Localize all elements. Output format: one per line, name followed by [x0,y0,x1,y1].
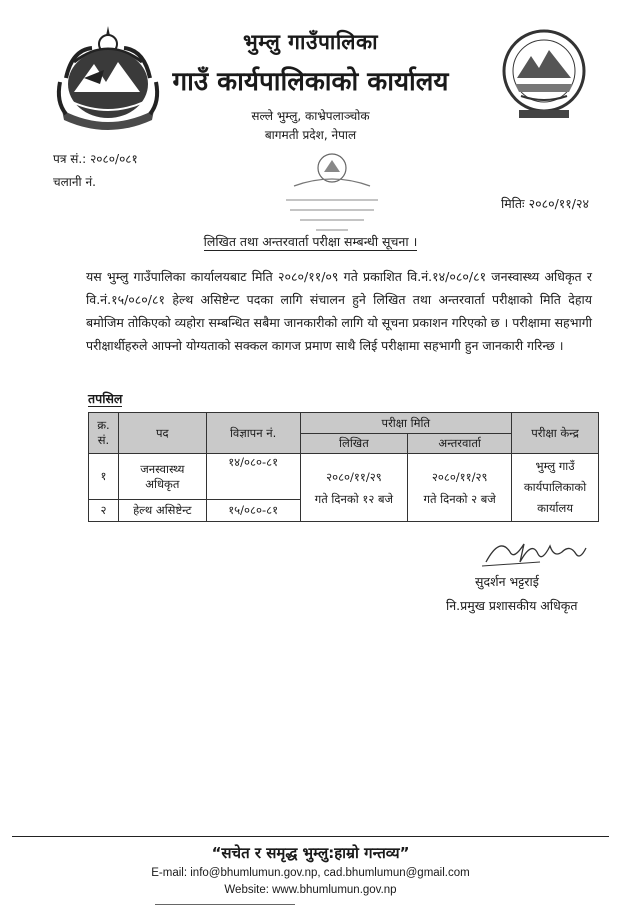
row-post: हेल्थ असिष्टेन्ट [118,500,206,522]
footer-website: Website: www.bhumlumun.gov.np [224,884,397,896]
chalani-label: चलानी नं. [53,175,96,189]
header-vigyapan: विज्ञापन नं. [206,413,300,454]
header-post: पद [118,413,206,454]
patra-value: २०८०/०८१ [90,152,138,166]
patra-reference [53,150,138,167]
signatory-title: नि.प्रमुख प्रशासकीय अधिकृत [446,598,578,613]
exam-schedule-table [88,412,599,522]
header-exam-date: परीक्षा मिति [300,413,512,434]
row-serial: १ [89,454,119,500]
notice-date [501,195,589,212]
municipality-name: भुम्लु गाउँपालिका [242,30,379,54]
written-date-cell: २०८०/११/२९ गते दिनको १२ बजे [300,454,408,522]
footer-slogan: “सचेत र समृद्ध भुम्लु:हाम्रो गन्तव्य” [211,844,410,862]
row-vigyapan: १५/०८०-८१ [206,500,300,522]
header-interview: अन्तरवार्ता [408,434,512,454]
office-name: गाउँ कार्यपालिकाको कार्यालय [172,67,449,97]
table-row [89,454,599,500]
exam-center-cell: भुम्लु गाउँ कार्यपालिकाको कार्यालय [512,454,599,522]
date-label: मितिः [500,196,525,211]
footer-email: E-mail: info@bhumlumun.gov.np, cad.bhumlumun@gmail.com [151,867,470,879]
header-serial: क्र. सं. [89,413,119,454]
date-value: २०८०/११/२४ [528,196,589,211]
bottom-divider [155,904,295,905]
patra-label: पत्र सं.: [53,152,87,166]
header-center: परीक्षा केन्द्र [512,413,599,454]
signatory-name: सुदर्शन भट्टराई [475,574,539,589]
footer-divider [12,836,609,837]
notice-body: यस भुम्लु गाउँपालिका कार्यालयबाट मिति २०८०/११/०९ गते प्रकाशित वि.नं.१४/०८०/८१ जनस्वास्थ्य अधिकृत र वि.नं.१५/०८०/८१ हेल्थ असिष्टेन्ट पदका लागि संचालन हुने लिखित तथा अन्तरवार्ता परीक्षाको मिति देहाय बमोजिम तोकिएको व्यहोरा सम्बन्धित सबैमा जानकारीको लागि यो सूचना प्रकाशन गरिएको छ । परीक्षामा सहभागी परीक्षार्थीहरुले आफ्नो योग्यताको सक्कल कागज प्रमाण साथै लिई परीक्षामा सहभागी हुन जानकारी गरिन्छ । [86,269,592,353]
address-line-1: सल्ले भुम्लु, काभ्रेपलाञ्चोक [251,109,370,123]
tapasil-heading: तपसिल [88,391,123,406]
interview-date-cell: २०८०/११/२९ गते दिनको २ बजे [408,454,512,522]
address-line-2: बागमती प्रदेश, नेपाल [264,128,357,142]
signature-icon [480,532,590,572]
row-serial: २ [89,500,119,522]
row-post: जनस्वास्थ्य अधिकृत [118,454,206,500]
office-stamp-icon [272,142,392,234]
subject-text: लिखित तथा अन्तरवार्ता परीक्षा सम्बन्धी सूचना । [203,234,418,249]
row-vigyapan: १४/०८०-८१ [206,454,300,500]
header-written: लिखित [300,434,408,454]
notice-subject [0,233,621,250]
